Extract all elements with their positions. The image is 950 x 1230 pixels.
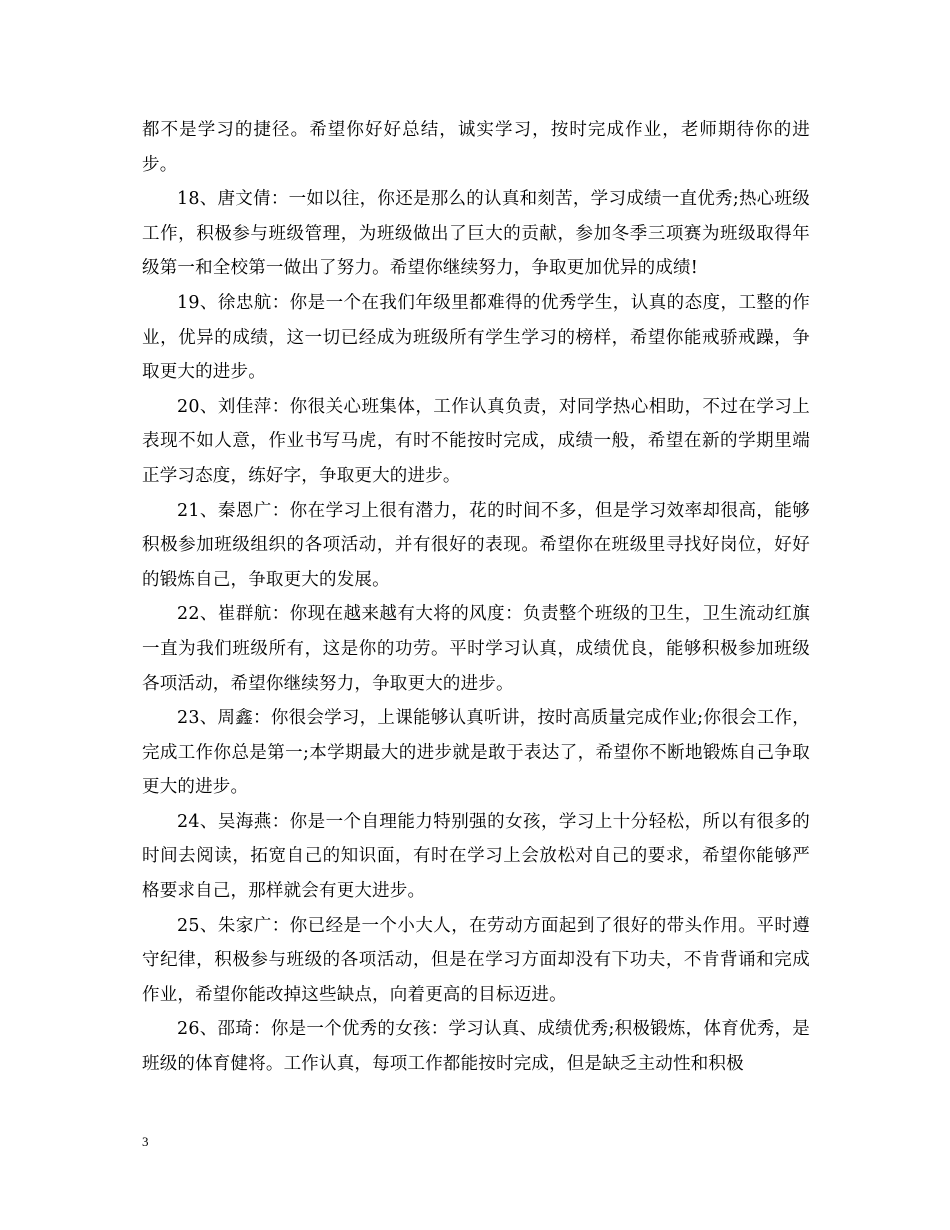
paragraph-comment-21: 21、秦恩广：你在学习上很有潜力，花的时间不多，但是学习效率却很高，能够积极参加班级组织的各项活动，并有很好的表现。希望你在班级里寻找好岗位，好好的锻炼自己，争取更大的发展。 bbox=[142, 500, 810, 590]
paragraph-comment-20: 20、刘佳萍：你很关心班集体，工作认真负责，对同学热心相助，不过在学习上表现不如人意，作业书写马虎，有时不能按时完成，成绩一般，希望在新的学期里端正学习态度，练好字，争取更大的进步。 bbox=[142, 396, 810, 486]
paragraph-comment-26: 26、邵琦：你是一个优秀的女孩：学习认真、成绩优秀;积极锻炼，体育优秀，是班级的体育健将。工作认真，每项工作都能按时完成，但是缺乏主动性和积极 bbox=[142, 1019, 810, 1075]
paragraph-comment-22: 22、崔群航：你现在越来越有大将的风度：负责整个班级的卫生，卫生流动红旗一直为我们班级所有，这是你的功劳。平时学习认真，成绩优良，能够积极参加班级各项活动，希望你继续努力，争取更大的进步。 bbox=[142, 604, 810, 694]
paragraph-continuation: 都不是学习的捷径。希望你好好总结，诚实学习，按时完成作业，老师期待你的进步。 bbox=[142, 120, 810, 175]
paragraph-comment-23: 23、周鑫：你很会学习，上课能够认真听讲，按时高质量完成作业;你很会工作，完成工作你总是第一;本学期最大的进步就是敢于表达了，希望你不断地锻炼自己争取更大的进步。 bbox=[142, 708, 810, 798]
page-number: 3 bbox=[142, 1134, 149, 1149]
paragraph-comment-19: 19、徐忠航：你是一个在我们年级里都难得的优秀学生，认真的态度，工整的作业，优异的成绩，这一切已经成为班级所有学生学习的榜样，希望你能戒骄戒躁，争取更大的进步。 bbox=[142, 292, 810, 383]
document-body bbox=[142, 113, 810, 1082]
paragraph-comment-24: 24、吴海燕：你是一个自理能力特别强的女孩，学习上十分轻松，所以有很多的时间去阅读，拓宽自己的知识面，有时在学习上会放松对自己的要求，希望你能够严格要求自己，那样就会有更大进步。 bbox=[142, 811, 810, 902]
paragraph-comment-25: 25、朱家广：你已经是一个小大人，在劳动方面起到了很好的带头作用。平时遵守纪律，积极参与班级的各项活动，但是在学习方面却没有下功夫，不肯背诵和完成作业，希望你能改掉这些缺点，向着更高的目标迈进。 bbox=[142, 915, 810, 1005]
paragraph-comment-18: 18、唐文倩：一如以往，你还是那么的认真和刻苦，学习成绩一直优秀;热心班级工作，积极参与班级管理，为班级做出了巨大的贡献，参加冬季三项赛为班级取得年级第一和全校第一做出了努力。希望你继续努力，争取更加优异的成绩! bbox=[142, 189, 810, 279]
